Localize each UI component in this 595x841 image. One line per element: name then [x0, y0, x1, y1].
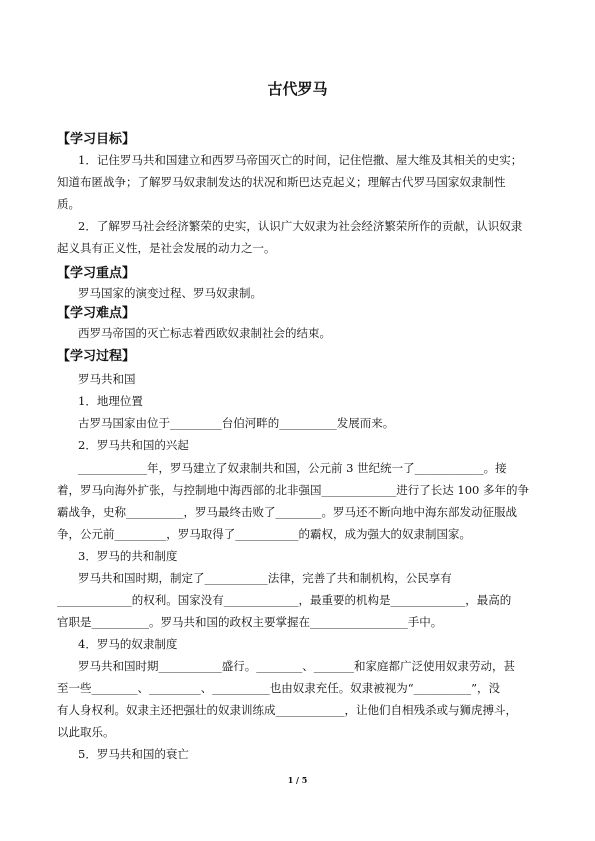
process-line: 以此取乐。	[57, 725, 115, 739]
page-number: 1 / 5	[287, 775, 308, 785]
process-line: 霸战争，史称__________，罗马最终击败了________。罗马还不断向地中海东部发动征服战	[57, 505, 517, 519]
process-line: 罗马共和国	[78, 372, 136, 386]
goals-line: 1．记住罗马共和国建立和西罗马帝国灭亡的时间，记住恺撒、屋大维及其相关的史实；	[78, 153, 523, 167]
process-line: _____________的权利。国家没有_____________，最重要的机构是_____________，最高的	[57, 593, 512, 607]
process-line: 罗马共和国时期___________盛行。________、_______和家庭都广泛使用奴隶劳动，甚	[78, 659, 515, 673]
process-line: 争，公元前_________，罗马取得了___________的霸权，成为强大的奴隶制国家。	[57, 527, 471, 541]
process-line: 2．罗马共和国的兴起	[78, 438, 189, 452]
process-line: 5．罗马共和国的衰亡	[78, 747, 189, 761]
process-line: ____________年，罗马建立了奴隶制共和国，公元前 3 世纪统一了____________。接	[78, 461, 507, 475]
process-line: 古罗马国家由位于_________台伯河畔的__________发展而来。	[78, 416, 395, 430]
goals-line: 知道布匿战争；了解罗马奴隶制发达的状况和斯巴达克起义；理解古代罗马国家奴隶制性	[57, 175, 506, 189]
goals-line: 质。	[57, 197, 80, 211]
process-line: 罗马共和国时期，制定了___________法律，完善了共和制机构，公民享有	[78, 571, 452, 585]
process-line: 至一些________、_________、__________也由奴隶充任。奴隶被视为“__________”，没	[57, 681, 501, 695]
goals-line: 起义具有正义性，是社会发展的动力之一。	[57, 241, 276, 255]
process-line: 4．罗马的奴隶制度	[78, 637, 178, 651]
section-heading-difficult: 【学习难点】	[57, 306, 136, 321]
page-title: 古代罗马	[267, 80, 328, 98]
process-line: 官职是__________。罗马共和国的政权主要掌握在_________________手中。	[57, 615, 443, 629]
process-line: 1．地理位置	[78, 394, 143, 408]
section-heading-key: 【学习重点】	[57, 266, 136, 281]
goals-line: 2．了解罗马社会经济繁荣的史实，认识广大奴隶为社会经济繁荣所作的贡献，认识奴隶	[78, 219, 523, 233]
difficult-line: 西罗马帝国的灭亡标志着西欧奴隶制社会的结束。	[78, 326, 331, 340]
process-line: 有人身权利。奴隶主还把强壮的奴隶训练成____________，让他们自相残杀或与狮虎搏斗，	[57, 703, 517, 717]
process-line: 着，罗马向海外扩张，与控制地中海西部的北非强国_____________进行了长达 100 多年的争	[57, 483, 530, 497]
process-line: 3．罗马的共和制度	[78, 549, 178, 563]
section-heading-process: 【学习过程】	[57, 349, 136, 364]
section-heading-goals: 【学习目标】	[57, 132, 136, 147]
key-line: 罗马国家的演变过程、罗马奴隶制。	[78, 286, 262, 300]
